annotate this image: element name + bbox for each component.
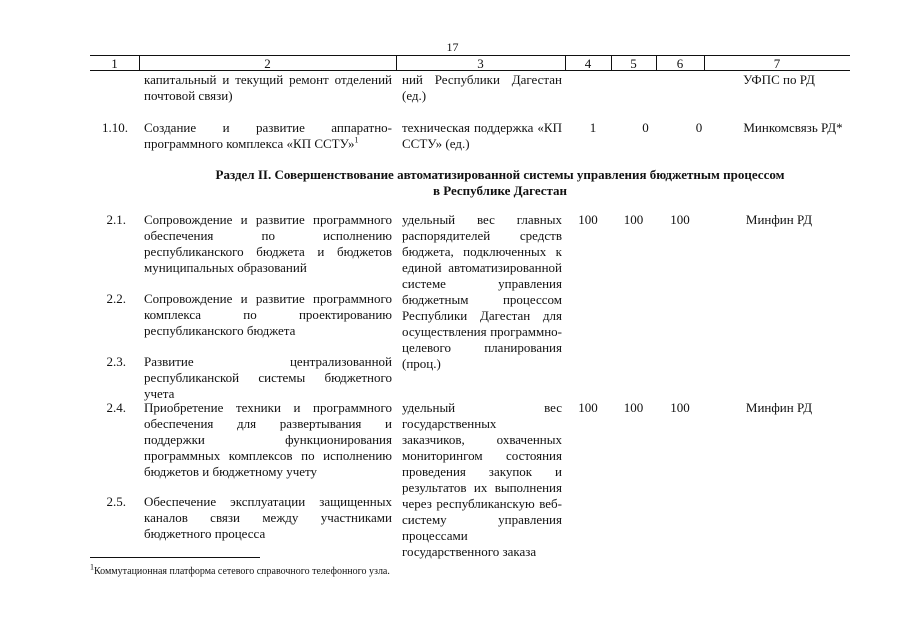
- table-row-number: 2.2.: [106, 291, 126, 306]
- footnote: [90, 562, 690, 577]
- table-row-indicator: удельный вес главных распорядителей средств бюджета, подключенных к единой автоматизированной системе управления бюджетным процессом Республики Дагестан для осуществления программно-целевого планирования (проц.): [402, 212, 562, 371]
- table-header-col-4: 4: [584, 56, 592, 71]
- table-header-col-3: 3: [477, 56, 484, 71]
- table-row-indicator: техническая поддержка «КП ССТУ» (ед.): [402, 120, 562, 151]
- table-row-number: 2.1.: [106, 212, 126, 227]
- footnote-separator: [90, 557, 260, 558]
- table-header-col-1: 1: [111, 56, 118, 71]
- table-row-value-col5: 100: [623, 400, 644, 415]
- footnote-text: Коммутационная платформа сетевого справочного телефонного узла.: [94, 566, 390, 577]
- table-row-number: 2.5.: [106, 494, 126, 509]
- table-row-measure: Создание и развитие аппаратно-программного комплекса «КП ССТУ»$^1$: [144, 120, 392, 151]
- page-number: 17: [446, 40, 459, 54]
- footnote-reference: 1: [354, 135, 359, 145]
- table-row-indicator: удельный вес государственных заказчиков, охваченных мониторингом состояния проведения закупок и результатов их выполнения через республиканскую веб-систему управления процессами государственного заказа: [402, 400, 562, 559]
- table-header-col-6: 6: [676, 56, 684, 71]
- section-heading: [140, 167, 860, 199]
- table-row-value-col6: 100: [670, 400, 690, 415]
- table-row-organization: УФПС по РД: [743, 72, 815, 87]
- table-header-col-5: 5: [630, 56, 637, 71]
- table-row-number: 1.10.: [102, 120, 128, 135]
- footnote-mark: 1: [90, 562, 94, 572]
- table-row-organization: Минфин РД: [745, 212, 813, 227]
- section-heading-line: в Республике Дагестан: [432, 183, 568, 198]
- table-row-measure: Сопровождение и развитие программного обеспечения по исполнению республиканского бюджета и бюджетов муниципальных образований: [144, 212, 392, 275]
- table-row-value-col4: 1: [589, 120, 597, 135]
- section-heading-line: Раздел II. Совершенствование автоматизированной системы управления бюджетным процессом: [215, 167, 785, 182]
- table-row-value-col6: 100: [670, 212, 690, 227]
- table-row-number: 2.4.: [106, 400, 126, 415]
- table-row-organization: Минкомсвязь РД*: [743, 120, 843, 135]
- table-row-indicator: ний Республики Дагестан (ед.): [402, 72, 562, 103]
- table-row-number: 2.3.: [106, 354, 126, 369]
- table-row-measure: капитальный и текущий ремонт отделений почтовой связи): [144, 72, 392, 103]
- table-row-organization: Минфин РД: [745, 400, 813, 415]
- table-row-measure: Приобретение техники и программного обеспечения для развертывания и поддержки функционирования программных комплексов по исполнению бюджетов и бюджетному учету: [144, 400, 392, 479]
- table-row-value-col4: 100: [578, 212, 598, 227]
- table-row-value-col4: 100: [578, 400, 598, 415]
- table-row-value-col6: 0: [695, 120, 703, 135]
- table-row-measure: Обеспечение эксплуатации защищенных каналов связи между участниками бюджетного процесса: [144, 494, 392, 541]
- table-row-value-col5: 0: [642, 120, 649, 135]
- table-row-measure: Развитие централизованной республиканской системы бюджетного учета: [144, 354, 392, 401]
- table-header-col-7: 7: [773, 56, 781, 71]
- table-row-value-col5: 100: [623, 212, 644, 227]
- table-row-measure: Сопровождение и развитие программного комплекса по проектированию республиканского бюджета: [144, 291, 392, 338]
- table-header-col-2: 2: [264, 56, 271, 71]
